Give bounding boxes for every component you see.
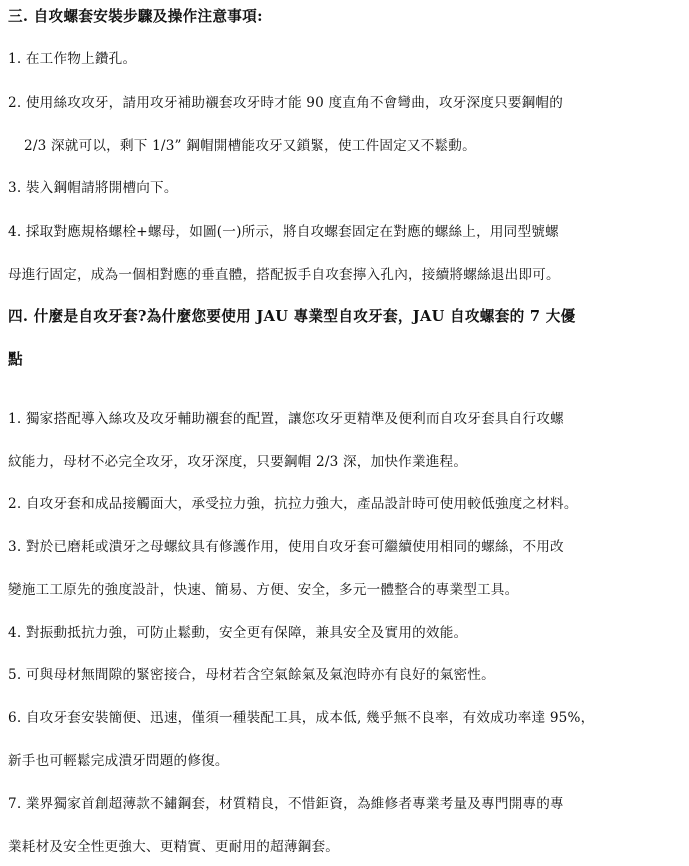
section-3-heading: 三. 自攻螺套安裝步驟及操作注意事項: [8, 8, 263, 25]
section-3-item-2-line-1: 2. 使用絲攻攻牙，請用攻牙補助襯套攻牙時才能 90 度直角不會彎曲，攻牙深度只要鋼帽的 [8, 95, 563, 111]
section-4-heading-line-1: 四. 什麼是自攻牙套?為什麼您要使用 JAU 專業型自攻牙套，JAU 自攻螺套的 7 大優 [8, 308, 576, 325]
section-4-item-2: 2. 自攻牙套和成品接觸面大，承受拉力強，抗拉力強大，產品設計時可使用較低強度之材料。 [8, 496, 578, 512]
section-3-item-2-line-2: 2/3 深就可以，剩下 1/3” 鋼帽開槽能攻牙又鎖緊，使工件固定又不鬆動。 [24, 138, 476, 154]
section-4-item-4: 4. 對振動抵抗力強，可防止鬆動，安全更有保障，兼具安全及實用的效能。 [8, 625, 468, 641]
section-4-item-3-line-2: 變施工工原先的強度設計，快速、簡易、方便、安全，多元一體整合的專業型工具。 [8, 582, 519, 598]
section-4-item-6-line-2: 新手也可輕鬆完成潰牙問題的修復。 [8, 753, 229, 769]
section-4-item-5: 5. 可與母材無間隙的緊密接合，母材若含空氣餘氣及氣泡時亦有良好的氣密性。 [8, 667, 495, 683]
section-4-item-7-line-2: 業耗材及安全性更強大、更精實、更耐用的超薄鋼套。 [8, 839, 340, 855]
section-4-item-6-line-1: 6. 自攻牙套安裝簡便、迅速，僅須一種裝配工具，成本低, 幾乎無不良率，有效成功率達 95%， [8, 710, 595, 726]
section-4-heading-line-2: 點 [8, 351, 23, 368]
section-3-item-1: 1. 在工作物上鑽孔。 [8, 51, 137, 67]
section-4-item-1-line-1: 1. 獨家搭配導入絲攻及攻牙輔助襯套的配置，讓您攻牙更精準及便利而自攻牙套具自行攻螺 [8, 411, 564, 427]
section-4-item-1-line-2: 紋能力，母材不必完全攻牙，攻牙深度，只要鋼帽 2/3 深，加快作業進程。 [8, 454, 468, 470]
section-3-item-4-line-1: 4. 採取對應規格螺栓+螺母，如圖(一)所示，將自攻螺套固定在對應的螺絲上，用同型號螺 [8, 224, 559, 240]
section-4-item-3-line-1: 3. 對於已磨耗或潰牙之母螺紋具有修護作用，使用自攻牙套可繼續使用相同的螺絲，不用改 [8, 539, 564, 555]
section-4-item-7-line-1: 7. 業界獨家首創超薄款不鏽鋼套，材質精良，不惜鉅資，為維修者專業考量及專門開專的專 [8, 796, 564, 812]
section-3-item-4-line-2: 母進行固定，成為一個相對應的垂直體，搭配扳手自攻套擰入孔內，接續將螺絲退出即可。 [8, 267, 560, 283]
section-3-item-3: 3. 裝入鋼帽請將開槽向下。 [8, 180, 178, 196]
